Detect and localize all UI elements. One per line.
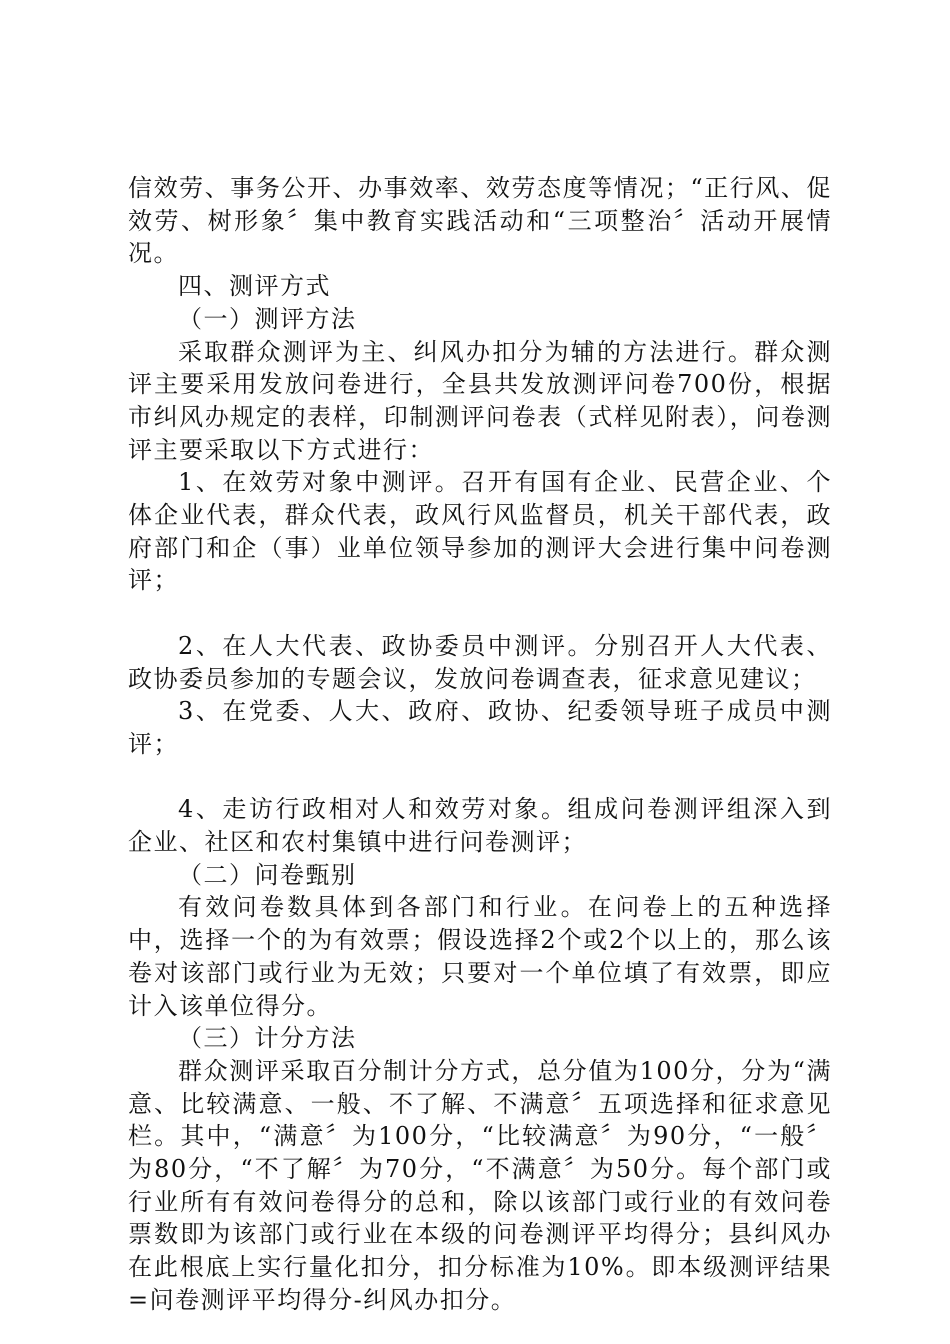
subheading-scoring-method: （三）计分方法 — [178, 1024, 357, 1053]
list-item-service-objects: 1、在效劳对象中测评。召开有国有企业、民营企业、个体企业代表，群众代表，政风行风监督员，机关干部代表，政府部门和企（事）业单位领导参加的测评大会进行集中问卷测评； — [128, 468, 832, 595]
paragraph-evaluation-method: 采取群众测评为主、纠风办扣分为辅的方法进行。群众测评主要采用发放问卷进行，全县共发放测评问卷700份，根据市纠风办规定的表样，印制测评问卷表（式样见附表），问卷测评主要采取以下方式进行： — [128, 337, 832, 464]
list-item-npc-cppcc: 2、在人大代表、政协委员中测评。分别召开人大代表、政协委员参加的专题会议，发放问卷调查表，征求意见建议； — [128, 631, 832, 693]
subheading-evaluation-method: （一）测评方法 — [178, 304, 357, 333]
list-item-leadership: 3、在党委、人大、政府、政协、纪委领导班子成员中测评； — [128, 697, 832, 758]
document-body — [128, 172, 832, 1317]
paragraph-service-info: 信效劳、事务公开、办事效率、效劳态度等情况；“正行风、促效劳、树形象〞集中教育实践活动和“三项整治〞活动开展情况。 — [128, 174, 832, 268]
paragraph-scoring-method: 群众测评采取百分制计分方式，总分值为100分，分为“满意、比较满意、一般、不了解、不满意〞五项选择和征求意见栏。其中，“满意〞为100分，“比较满意〞为90分，“一般〞为80分，“不了解〞为70分，“不满意〞为50分。每个部门或行业所有有效问卷得分的总和，除以该部门或行业的有效问卷票数即为该部门或行业在本级的问卷测评平均得分；县纠风办在此根底上实行量化扣分，扣分标准为10%。即本级测评结果=问卷测评平均得分-纠风办扣分。 — [128, 1056, 832, 1314]
heading-evaluation-mode: 四、测评方式 — [178, 272, 331, 301]
subheading-questionnaire-screening: （二）问卷甄别 — [178, 860, 357, 889]
paragraph-questionnaire-screening: 有效问卷数具体到各部门和行业。在问卷上的五种选择中，选择一个的为有效票；假设选择2个或2个以上的，那么该卷对该部门或行业为无效；只要对一个单位填了有效票，即应计入该单位得分。 — [128, 893, 832, 1020]
list-item-visits: 4、走访行政相对人和效劳对象。组成问卷测评组深入到企业、社区和农村集镇中进行问卷测评； — [128, 795, 832, 857]
